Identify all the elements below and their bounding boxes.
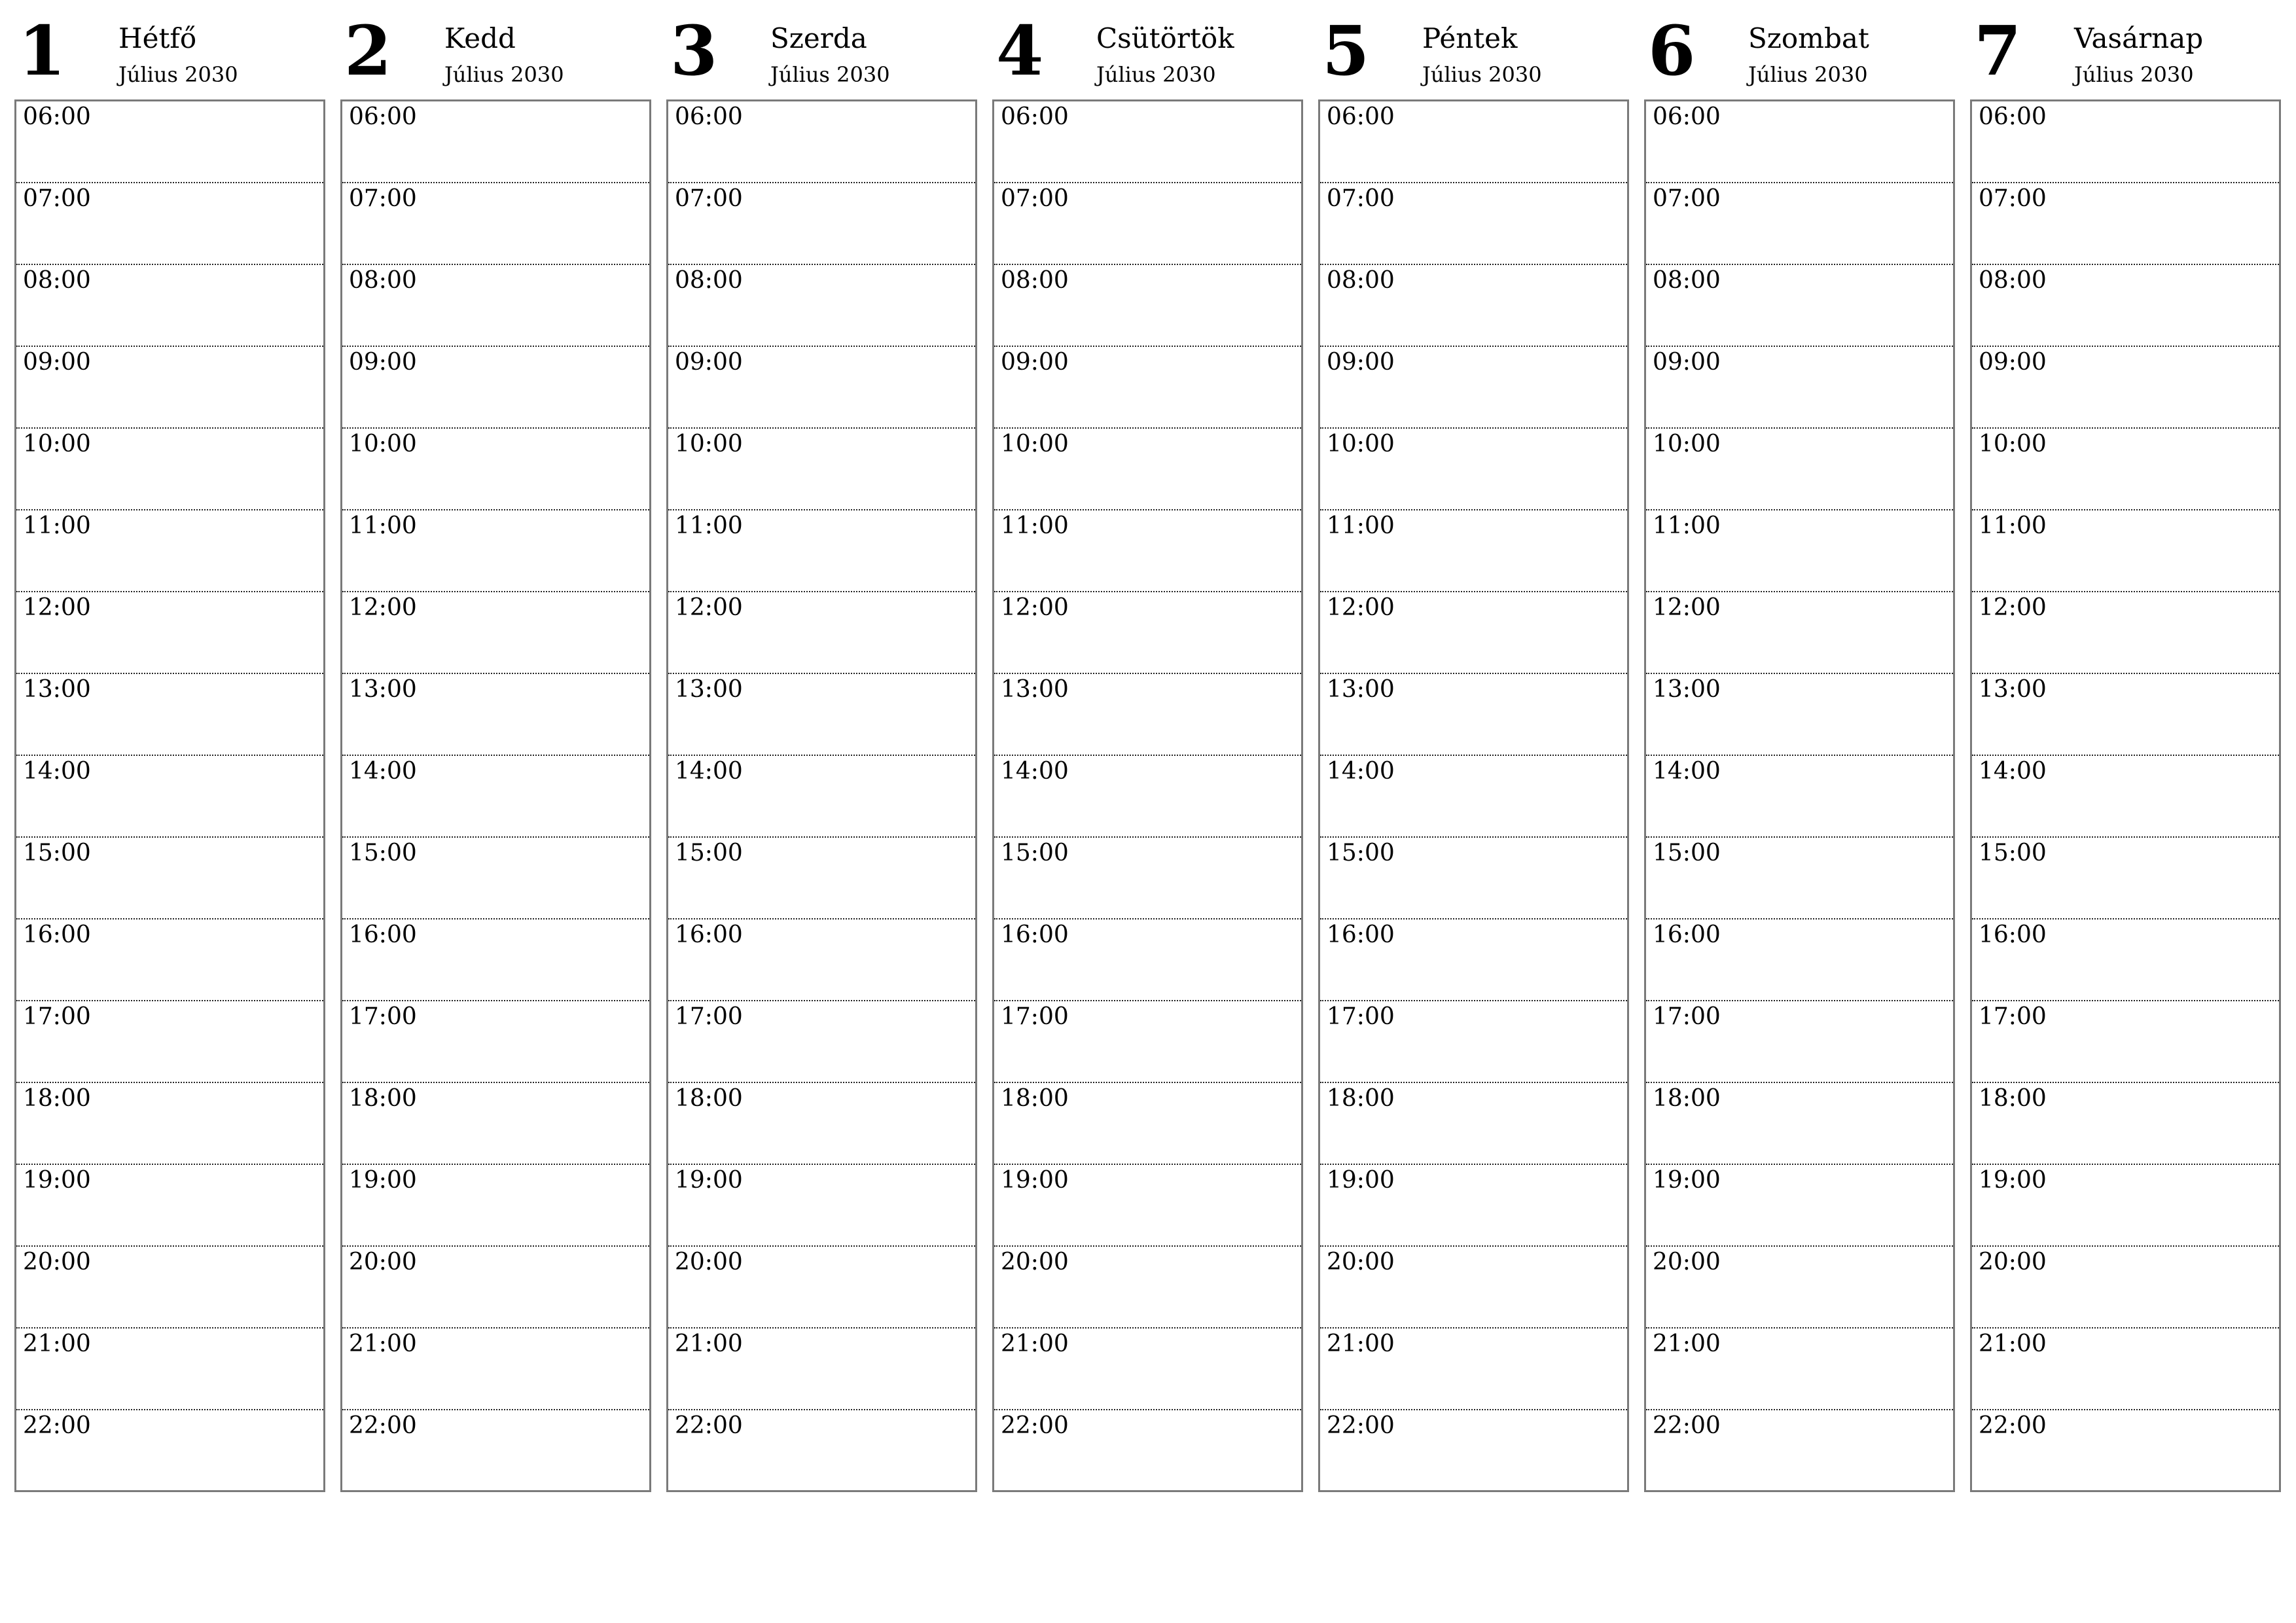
time-slot[interactable] bbox=[1646, 1083, 1953, 1165]
time-slot-label: 15:00 bbox=[1979, 840, 2047, 866]
time-slot[interactable] bbox=[16, 1247, 323, 1329]
time-slot-label: 22:00 bbox=[1979, 1412, 2047, 1439]
time-slot[interactable] bbox=[668, 429, 975, 510]
time-slot[interactable] bbox=[1320, 919, 1627, 1001]
time-slot-label: 22:00 bbox=[1327, 1412, 1395, 1439]
time-slot-label: 22:00 bbox=[349, 1412, 417, 1439]
time-slot[interactable] bbox=[1320, 429, 1627, 510]
time-slot-label: 10:00 bbox=[1001, 431, 1069, 457]
day-number: 4 bbox=[996, 10, 1044, 91]
time-slot-label: 11:00 bbox=[1327, 512, 1395, 539]
time-slot-label: 06:00 bbox=[1327, 103, 1395, 130]
day-number: 7 bbox=[1974, 10, 2022, 91]
time-slot-label: 21:00 bbox=[23, 1330, 91, 1357]
time-slot[interactable] bbox=[1320, 1083, 1627, 1165]
day-header bbox=[340, 0, 653, 99]
time-slot[interactable] bbox=[994, 1247, 1301, 1329]
time-slot-label: 20:00 bbox=[23, 1249, 91, 1275]
time-slot-label: 16:00 bbox=[1653, 921, 1721, 948]
time-slot[interactable] bbox=[16, 674, 323, 756]
time-slot[interactable] bbox=[1972, 1083, 2279, 1165]
day-schedule-box bbox=[14, 99, 325, 1492]
time-slot-label: 13:00 bbox=[349, 676, 417, 703]
time-slot[interactable] bbox=[342, 101, 649, 183]
time-slot[interactable] bbox=[1646, 838, 1953, 919]
time-slot[interactable] bbox=[342, 1410, 649, 1492]
day-schedule-box bbox=[992, 99, 1303, 1492]
time-slot-label: 20:00 bbox=[1001, 1249, 1069, 1275]
time-slot-label: 17:00 bbox=[1653, 1003, 1721, 1030]
time-slot[interactable] bbox=[1320, 265, 1627, 347]
month-label: Július 2030 bbox=[2074, 62, 2194, 87]
time-slot[interactable] bbox=[342, 1247, 649, 1329]
time-slot[interactable] bbox=[1972, 101, 2279, 183]
time-slot-label: 06:00 bbox=[1653, 103, 1721, 130]
time-slot-label: 18:00 bbox=[1979, 1085, 2047, 1112]
time-slot-label: 20:00 bbox=[1653, 1249, 1721, 1275]
time-slot-label: 21:00 bbox=[1979, 1330, 2047, 1357]
time-slot-label: 07:00 bbox=[1001, 185, 1069, 212]
time-slot-label: 16:00 bbox=[1327, 921, 1395, 948]
time-slot-label: 22:00 bbox=[23, 1412, 91, 1439]
time-slot-label: 06:00 bbox=[349, 103, 417, 130]
time-slot-label: 08:00 bbox=[23, 267, 91, 294]
time-slot-label: 10:00 bbox=[675, 431, 743, 457]
time-slot-label: 16:00 bbox=[1001, 921, 1069, 948]
time-slot-label: 10:00 bbox=[23, 431, 91, 457]
time-slot[interactable] bbox=[994, 1410, 1301, 1492]
time-slot[interactable] bbox=[16, 510, 323, 592]
time-slot-label: 14:00 bbox=[1327, 758, 1395, 785]
time-slot[interactable] bbox=[1646, 510, 1953, 592]
time-slot-label: 18:00 bbox=[1327, 1085, 1395, 1112]
time-slot[interactable] bbox=[1320, 347, 1627, 429]
time-slot[interactable] bbox=[1320, 838, 1627, 919]
time-slot-label: 09:00 bbox=[675, 349, 743, 376]
time-slot[interactable] bbox=[342, 756, 649, 838]
time-slot[interactable] bbox=[342, 265, 649, 347]
time-slot-label: 21:00 bbox=[349, 1330, 417, 1357]
time-slot[interactable] bbox=[1972, 674, 2279, 756]
day-header bbox=[1644, 0, 1956, 99]
time-slot-label: 10:00 bbox=[1979, 431, 2047, 457]
day-name: Csütörtök bbox=[1096, 22, 1234, 54]
time-slot[interactable] bbox=[1972, 756, 2279, 838]
time-slot[interactable] bbox=[668, 1410, 975, 1492]
time-slot-label: 08:00 bbox=[1979, 267, 2047, 294]
time-slot-label: 14:00 bbox=[349, 758, 417, 785]
time-slot[interactable] bbox=[16, 183, 323, 265]
time-slot[interactable] bbox=[1646, 1329, 1953, 1410]
month-label: Július 2030 bbox=[1748, 62, 1868, 87]
day-name: Szombat bbox=[1748, 22, 1869, 54]
day-header bbox=[992, 0, 1304, 99]
time-slot-label: 17:00 bbox=[23, 1003, 91, 1030]
time-slot[interactable] bbox=[342, 838, 649, 919]
time-slot-label: 16:00 bbox=[23, 921, 91, 948]
time-slot[interactable] bbox=[1972, 919, 2279, 1001]
time-slot-label: 09:00 bbox=[1653, 349, 1721, 376]
month-label: Július 2030 bbox=[444, 62, 564, 87]
time-slot[interactable] bbox=[16, 1410, 323, 1492]
time-slot[interactable] bbox=[342, 919, 649, 1001]
time-slot-label: 18:00 bbox=[1653, 1085, 1721, 1112]
time-slot-label: 11:00 bbox=[349, 512, 417, 539]
time-slot[interactable] bbox=[994, 510, 1301, 592]
time-slot-label: 12:00 bbox=[1327, 594, 1395, 621]
time-slot-label: 22:00 bbox=[1001, 1412, 1069, 1439]
time-slot-label: 20:00 bbox=[1979, 1249, 2047, 1275]
day-schedule-box bbox=[1644, 99, 1955, 1492]
time-slot[interactable] bbox=[1972, 592, 2279, 674]
day-schedule-box bbox=[1318, 99, 1629, 1492]
time-slot[interactable] bbox=[994, 1329, 1301, 1410]
time-slot[interactable] bbox=[16, 1329, 323, 1410]
time-slot[interactable] bbox=[994, 183, 1301, 265]
time-slot[interactable] bbox=[1646, 674, 1953, 756]
day-name: Péntek bbox=[1422, 22, 1518, 54]
time-slot[interactable] bbox=[1972, 1001, 2279, 1083]
day-number: 2 bbox=[344, 10, 392, 91]
time-slot[interactable] bbox=[1646, 101, 1953, 183]
time-slot-label: 12:00 bbox=[1001, 594, 1069, 621]
time-slot[interactable] bbox=[16, 429, 323, 510]
time-slot-label: 14:00 bbox=[1979, 758, 2047, 785]
time-slot-label: 14:00 bbox=[675, 758, 743, 785]
time-slot-label: 07:00 bbox=[23, 185, 91, 212]
time-slot-label: 08:00 bbox=[349, 267, 417, 294]
time-slot[interactable] bbox=[668, 183, 975, 265]
time-slot-label: 17:00 bbox=[1001, 1003, 1069, 1030]
time-slot[interactable] bbox=[668, 674, 975, 756]
time-slot-label: 13:00 bbox=[1979, 676, 2047, 703]
time-slot-label: 19:00 bbox=[349, 1167, 417, 1194]
time-slot[interactable] bbox=[16, 756, 323, 838]
time-slot-label: 15:00 bbox=[1653, 840, 1721, 866]
time-slot[interactable] bbox=[1646, 1410, 1953, 1492]
time-slot-label: 19:00 bbox=[1001, 1167, 1069, 1194]
time-slot[interactable] bbox=[668, 1165, 975, 1247]
time-slot[interactable] bbox=[1320, 1165, 1627, 1247]
time-slot[interactable] bbox=[1646, 1001, 1953, 1083]
time-slot[interactable] bbox=[342, 183, 649, 265]
time-slot-label: 11:00 bbox=[1979, 512, 2047, 539]
month-label: Július 2030 bbox=[1096, 62, 1216, 87]
time-slot-label: 21:00 bbox=[675, 1330, 743, 1357]
time-slot-label: 06:00 bbox=[1001, 103, 1069, 130]
time-slot[interactable] bbox=[16, 265, 323, 347]
time-slot[interactable] bbox=[1972, 265, 2279, 347]
time-slot[interactable] bbox=[1646, 1165, 1953, 1247]
time-slot-label: 15:00 bbox=[1327, 840, 1395, 866]
time-slot[interactable] bbox=[668, 265, 975, 347]
time-slot[interactable] bbox=[1646, 592, 1953, 674]
time-slot-label: 19:00 bbox=[1653, 1167, 1721, 1194]
time-slot-label: 19:00 bbox=[675, 1167, 743, 1194]
time-slot-label: 16:00 bbox=[675, 921, 743, 948]
time-slot[interactable] bbox=[668, 1083, 975, 1165]
day-number: 5 bbox=[1322, 10, 1370, 91]
day-schedule-box bbox=[666, 99, 977, 1492]
time-slot[interactable] bbox=[1320, 1001, 1627, 1083]
time-slot-label: 12:00 bbox=[23, 594, 91, 621]
time-slot[interactable] bbox=[1646, 919, 1953, 1001]
time-slot-label: 09:00 bbox=[1327, 349, 1395, 376]
time-slot-label: 17:00 bbox=[1327, 1003, 1395, 1030]
time-slot-label: 14:00 bbox=[1653, 758, 1721, 785]
time-slot[interactable] bbox=[1320, 592, 1627, 674]
day-name: Szerda bbox=[770, 22, 867, 54]
time-slot[interactable] bbox=[1972, 838, 2279, 919]
time-slot[interactable] bbox=[342, 347, 649, 429]
time-slot[interactable] bbox=[994, 265, 1301, 347]
time-slot-label: 11:00 bbox=[675, 512, 743, 539]
time-slot-label: 17:00 bbox=[349, 1003, 417, 1030]
day-header bbox=[666, 0, 978, 99]
time-slot-label: 16:00 bbox=[349, 921, 417, 948]
time-slot[interactable] bbox=[1320, 101, 1627, 183]
time-slot-label: 16:00 bbox=[1979, 921, 2047, 948]
time-slot[interactable] bbox=[342, 1165, 649, 1247]
time-slot[interactable] bbox=[342, 1083, 649, 1165]
time-slot[interactable] bbox=[1320, 1329, 1627, 1410]
time-slot-label: 07:00 bbox=[675, 185, 743, 212]
time-slot-label: 15:00 bbox=[349, 840, 417, 866]
month-label: Július 2030 bbox=[770, 62, 890, 87]
time-slot[interactable] bbox=[1320, 510, 1627, 592]
time-slot[interactable] bbox=[668, 919, 975, 1001]
time-slot-label: 20:00 bbox=[349, 1249, 417, 1275]
day-schedule-box bbox=[340, 99, 651, 1492]
time-slot-label: 21:00 bbox=[1001, 1330, 1069, 1357]
time-slot[interactable] bbox=[342, 674, 649, 756]
time-slot[interactable] bbox=[1972, 183, 2279, 265]
time-slot[interactable] bbox=[994, 1165, 1301, 1247]
time-slot-label: 17:00 bbox=[675, 1003, 743, 1030]
time-slot[interactable] bbox=[1646, 756, 1953, 838]
time-slot[interactable] bbox=[342, 510, 649, 592]
time-slot[interactable] bbox=[1972, 1410, 2279, 1492]
time-slot[interactable] bbox=[1320, 1247, 1627, 1329]
time-slot-label: 10:00 bbox=[1653, 431, 1721, 457]
time-slot-label: 13:00 bbox=[1001, 676, 1069, 703]
time-slot-label: 09:00 bbox=[23, 349, 91, 376]
time-slot[interactable] bbox=[16, 1165, 323, 1247]
time-slot-label: 11:00 bbox=[23, 512, 91, 539]
time-slot-label: 07:00 bbox=[349, 185, 417, 212]
time-slot-label: 15:00 bbox=[675, 840, 743, 866]
time-slot[interactable] bbox=[994, 101, 1301, 183]
time-slot-label: 08:00 bbox=[1653, 267, 1721, 294]
time-slot-label: 14:00 bbox=[23, 758, 91, 785]
time-slot[interactable] bbox=[342, 1001, 649, 1083]
time-slot-label: 22:00 bbox=[1653, 1412, 1721, 1439]
time-slot[interactable] bbox=[16, 101, 323, 183]
time-slot[interactable] bbox=[668, 347, 975, 429]
time-slot[interactable] bbox=[994, 919, 1301, 1001]
time-slot[interactable] bbox=[1972, 510, 2279, 592]
month-label: Július 2030 bbox=[1422, 62, 1542, 87]
day-header bbox=[1318, 0, 1630, 99]
time-slot-label: 11:00 bbox=[1653, 512, 1721, 539]
time-slot-label: 18:00 bbox=[675, 1085, 743, 1112]
day-number: 3 bbox=[670, 10, 718, 91]
time-slot[interactable] bbox=[16, 919, 323, 1001]
day-name: Vasárnap bbox=[2074, 22, 2204, 54]
time-slot-label: 17:00 bbox=[1979, 1003, 2047, 1030]
time-slot-label: 06:00 bbox=[675, 103, 743, 130]
time-slot-label: 07:00 bbox=[1653, 185, 1721, 212]
time-slot[interactable] bbox=[342, 429, 649, 510]
time-slot[interactable] bbox=[668, 510, 975, 592]
time-slot[interactable] bbox=[668, 1247, 975, 1329]
time-slot[interactable] bbox=[1320, 756, 1627, 838]
time-slot[interactable] bbox=[994, 429, 1301, 510]
time-slot-label: 07:00 bbox=[1327, 185, 1395, 212]
day-name: Hétfő bbox=[118, 22, 197, 54]
time-slot[interactable] bbox=[342, 592, 649, 674]
time-slot[interactable] bbox=[994, 838, 1301, 919]
time-slot-label: 18:00 bbox=[23, 1085, 91, 1112]
time-slot-label: 19:00 bbox=[23, 1167, 91, 1194]
month-label: Július 2030 bbox=[118, 62, 238, 87]
day-schedule-box bbox=[1970, 99, 2281, 1492]
day-number: 6 bbox=[1648, 10, 1696, 91]
time-slot[interactable] bbox=[994, 1001, 1301, 1083]
time-slot-label: 18:00 bbox=[1001, 1085, 1069, 1112]
time-slot[interactable] bbox=[994, 674, 1301, 756]
time-slot-label: 15:00 bbox=[23, 840, 91, 866]
time-slot[interactable] bbox=[1646, 1247, 1953, 1329]
time-slot[interactable] bbox=[1972, 347, 2279, 429]
time-slot-label: 08:00 bbox=[675, 267, 743, 294]
time-slot-label: 13:00 bbox=[1327, 676, 1395, 703]
time-slot-label: 13:00 bbox=[23, 676, 91, 703]
time-slot-label: 12:00 bbox=[1653, 594, 1721, 621]
time-slot-label: 19:00 bbox=[1979, 1167, 2047, 1194]
time-slot-label: 14:00 bbox=[1001, 758, 1069, 785]
time-slot[interactable] bbox=[994, 756, 1301, 838]
time-slot[interactable] bbox=[1646, 429, 1953, 510]
time-slot-label: 09:00 bbox=[349, 349, 417, 376]
time-slot-label: 08:00 bbox=[1327, 267, 1395, 294]
time-slot[interactable] bbox=[16, 1001, 323, 1083]
time-slot-label: 09:00 bbox=[1979, 349, 2047, 376]
day-name: Kedd bbox=[444, 22, 516, 54]
time-slot-label: 13:00 bbox=[675, 676, 743, 703]
time-slot[interactable] bbox=[994, 592, 1301, 674]
time-slot[interactable] bbox=[1646, 265, 1953, 347]
time-slot-label: 19:00 bbox=[1327, 1167, 1395, 1194]
time-slot[interactable] bbox=[1646, 347, 1953, 429]
time-slot-label: 11:00 bbox=[1001, 512, 1069, 539]
time-slot-label: 22:00 bbox=[675, 1412, 743, 1439]
time-slot[interactable] bbox=[1972, 1247, 2279, 1329]
time-slot-label: 20:00 bbox=[675, 1249, 743, 1275]
time-slot[interactable] bbox=[16, 592, 323, 674]
time-slot-label: 08:00 bbox=[1001, 267, 1069, 294]
time-slot[interactable] bbox=[1320, 674, 1627, 756]
time-slot[interactable] bbox=[1646, 183, 1953, 265]
time-slot[interactable] bbox=[994, 347, 1301, 429]
time-slot-label: 18:00 bbox=[349, 1085, 417, 1112]
time-slot-label: 21:00 bbox=[1653, 1330, 1721, 1357]
time-slot[interactable] bbox=[1320, 183, 1627, 265]
time-slot[interactable] bbox=[668, 101, 975, 183]
time-slot[interactable] bbox=[1972, 1329, 2279, 1410]
day-header bbox=[14, 0, 327, 99]
time-slot[interactable] bbox=[668, 756, 975, 838]
time-slot[interactable] bbox=[16, 838, 323, 919]
time-slot-label: 10:00 bbox=[1327, 431, 1395, 457]
time-slot-label: 12:00 bbox=[1979, 594, 2047, 621]
time-slot-label: 06:00 bbox=[23, 103, 91, 130]
time-slot-label: 06:00 bbox=[1979, 103, 2047, 130]
time-slot-label: 21:00 bbox=[1327, 1330, 1395, 1357]
day-number: 1 bbox=[18, 10, 66, 91]
time-slot[interactable] bbox=[1972, 429, 2279, 510]
time-slot[interactable] bbox=[1972, 1165, 2279, 1247]
time-slot[interactable] bbox=[16, 1083, 323, 1165]
day-header bbox=[1970, 0, 2282, 99]
time-slot-label: 10:00 bbox=[349, 431, 417, 457]
time-slot-label: 15:00 bbox=[1001, 840, 1069, 866]
time-slot-label: 13:00 bbox=[1653, 676, 1721, 703]
time-slot-label: 20:00 bbox=[1327, 1249, 1395, 1275]
time-slot[interactable] bbox=[994, 1083, 1301, 1165]
time-slot[interactable] bbox=[16, 347, 323, 429]
time-slot[interactable] bbox=[668, 592, 975, 674]
time-slot-label: 12:00 bbox=[349, 594, 417, 621]
time-slot[interactable] bbox=[668, 1001, 975, 1083]
time-slot-label: 07:00 bbox=[1979, 185, 2047, 212]
time-slot[interactable] bbox=[668, 1329, 975, 1410]
time-slot-label: 12:00 bbox=[675, 594, 743, 621]
time-slot[interactable] bbox=[668, 838, 975, 919]
time-slot[interactable] bbox=[1320, 1410, 1627, 1492]
time-slot-label: 09:00 bbox=[1001, 349, 1069, 376]
time-slot[interactable] bbox=[342, 1329, 649, 1410]
